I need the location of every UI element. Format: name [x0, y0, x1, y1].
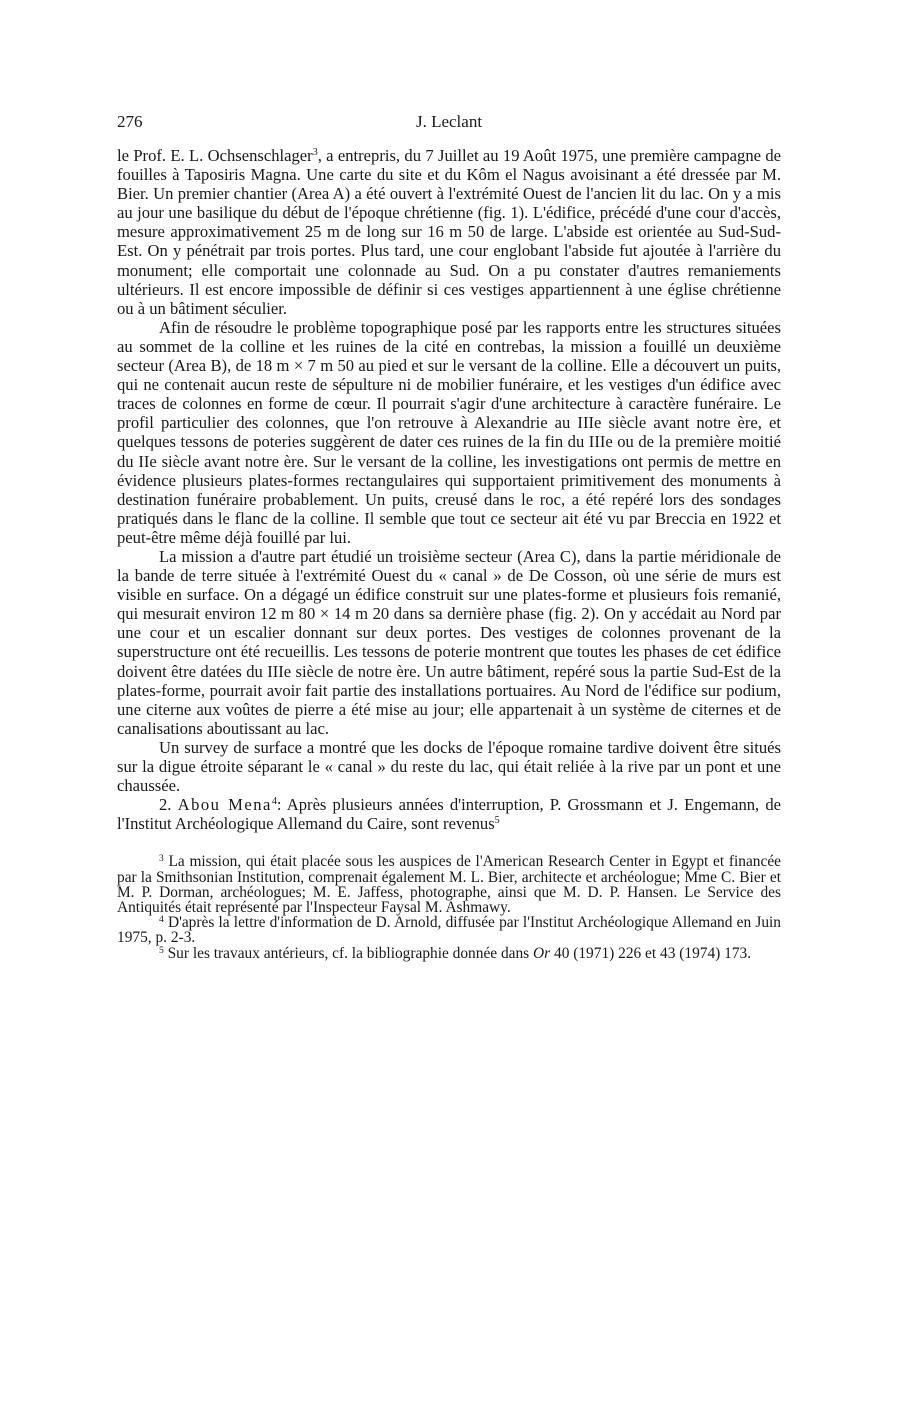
- paragraph-1-text-a: le Prof. E. L. Ochsenschlager: [117, 146, 313, 165]
- footnote-3-mark: 3: [159, 854, 164, 865]
- page: [117, 112, 781, 961]
- footnotes: [117, 854, 781, 960]
- paragraph-1-text-b: , a entrepris, du 7 Juillet au 19 Août 1975, une première campagne de fouilles à Taposiris Magna. Une carte du site et du Kôm el Nagus avoisinant a été dressée par M. Bier. Un premier chantier (Area A) a été ouvert à l'extrémité Ouest de l'ancien lit du lac. On y a mis au jour une basilique du début de l'époque chrétienne (fig. 1). L'édifice, précédé d'une cour d'accès, mesure approximativement 25 m de long sur 16 m 50 de large. L'abside est orientée au Sud-Sud-Est. On y pénétrait par trois portes. Plus tard, une cour englobant l'abside fut ajoutée à l'arrière du monument; elle comportait une colonnade au Sud. On a pu constater d'autres remaniements ultérieurs. Il est encore impossible de définir si ces vestiges appartiennent à une église chrétienne ou à un bâtiment séculier.: [117, 146, 781, 318]
- paragraph-3: La mission a d'autre part étudié un troisième secteur (Area C), dans la partie méridionale de la bande de terre située à l'extrémité Ouest du « canal » de De Cosson, où une série de murs est visible en surface. On a dégagé un édifice construit sur une plates-forme et plusieurs fois remanié, qui mesurait environ 12 m 80 × 14 m 20 dans sa dernière phase (fig. 2). On y accédait au Nord par une cour et un escalier donnant sur deux portes. Des vestiges de colonnes provenant de la superstructure ont été recueillis. Les tessons de poterie montrent que toutes les phases de cet édifice doivent être datées du IIIe siècle de notre ère. Un autre bâtiment, repéré sous la partie Sud-Est de la plates-forme, pourrait avoir fait partie des installations portuaires. Au Nord de l'édifice sur podium, une citerne aux voûtes de pierre a été mise au jour; elle appartenait à un système de citernes et de canalisations aboutissant au lac.: [117, 546, 781, 738]
- running-title: J. Leclant: [415, 112, 483, 131]
- paragraph-5: [117, 795, 781, 833]
- paragraph-5-text: : Après plusieurs années d'interruption, P. Grossmann et J. Engemann, de l'Institut Archéologique Allemand du Caire, sont revenus: [117, 795, 781, 834]
- footnote-3-text: La mission, qui était placée sous les auspices de l'American Research Center in Egypt et financée par la Smithsonian Institution, comprenait également M. L. Bier, architecte et archéologue; Mme C. Bier et M. P. Dorman, archéologues; M. E. Jaffess, photographe, ainsi que M. D. P. Hansen. Le Service des Antiquités était représenté par l'Inspecteur Faysal M. Ashmawy.: [117, 853, 781, 916]
- footnote-ref-5: 5: [494, 815, 500, 827]
- page-number: 276: [117, 112, 143, 131]
- section-number: 2.: [159, 795, 172, 815]
- running-head: [117, 112, 781, 138]
- journal-abbreviation: Or: [533, 944, 551, 962]
- paragraph-2: Afin de résoudre le problème topographique posé par les rapports entre les structures situées au sommet de la colline et les ruines de la cité en contrebas, la mission a fouillé un deuxième secteur (Area B), de 18 m × 7 m 50 au pied et sur le versant de la colline. Elle a découvert un puits, qui ne contenait aucun reste de sépulture ni de mobilier funéraire, et les vestiges d'un édifice avec traces de colonnes en forme de cœur. Il pourrait s'agir d'une architecture à caractère funéraire. Le profil particulier des colonnes, que l'on retrouve à Alexandrie au IIIe siècle avant notre ère, et quelques tessons de poteries suggèrent de dater ces ruines de la fin du IIIe ou de la première moitié du IIe siècle avant notre ère. Sur le versant de la colline, les investigations ont permis de mettre en évidence plusieurs plates-formes rectangulaires qui supportaient primitivement des monuments à destination funéraire probablement. Un puits, creusé dans le roc, a été repéré lors des sondages pratiqués dans le flanc de la colline. Il semble que tout ce secteur ait été vu par Breccia en 1922 et peut-être même déjà fouillé par lui.: [117, 317, 781, 547]
- footnote-ref-4: 4: [271, 796, 277, 808]
- footnote-5-mark: 5: [159, 945, 164, 956]
- footnote-4-text: D'après la lettre d'information de D. Arnold, diffusée par l'Institut Archéologique Allemand en Juin 1975, p. 2-3.: [117, 914, 781, 947]
- footnote-5: [117, 946, 781, 961]
- footnote-5-text-a: Sur les travaux antérieurs, cf. la bibliographie donnée dans: [167, 944, 530, 962]
- site-name-abou-mena: Abou Mena: [177, 795, 272, 815]
- paragraph-4: Un survey de surface a montré que les docks de l'époque romaine tardive doivent être situés sur la digue étroite séparant le « canal » du reste du lac, qui était reliée à la rive par un pont et une chaussée.: [117, 737, 781, 796]
- footnote-ref-3: 3: [312, 147, 318, 158]
- footnote-4-mark: 4: [159, 915, 164, 926]
- paragraph-1: [117, 146, 781, 318]
- footnote-3: [117, 854, 781, 915]
- body-text: [117, 146, 781, 833]
- footnote-4: [117, 915, 781, 945]
- footnote-5-text-b: 40 (1971) 226 et 43 (1974) 173.: [554, 944, 752, 962]
